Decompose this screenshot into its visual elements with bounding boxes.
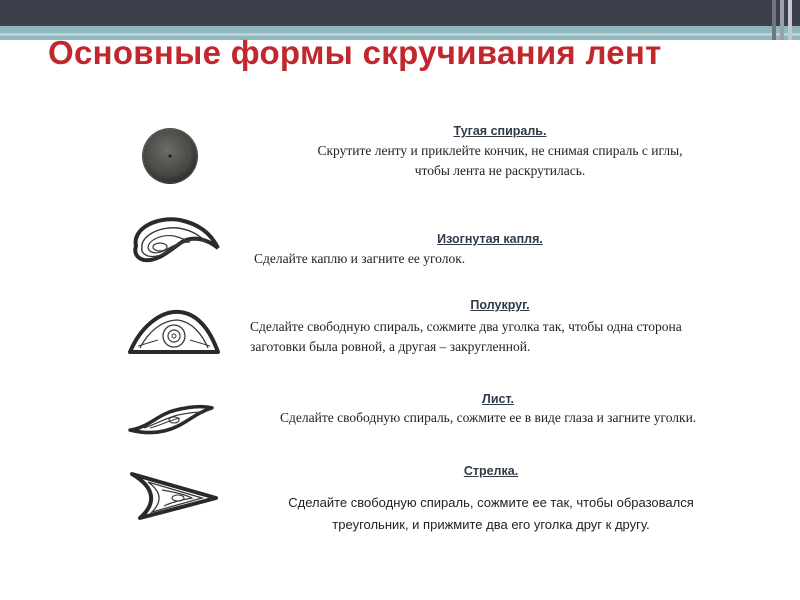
- shape-description-block: [270, 392, 750, 428]
- shape-description-block: [256, 464, 726, 536]
- arrow-icon: [118, 462, 228, 528]
- shape-heading: Тугая спираль.: [453, 124, 547, 138]
- shape-description-line: Сделайте каплю и загните ее уголок.: [254, 251, 466, 266]
- semicircle-icon: [118, 300, 228, 372]
- shape-heading: Стрелка.: [463, 464, 519, 478]
- tight-spiral-icon: [118, 118, 228, 198]
- header-dark-bar: [0, 0, 800, 26]
- semicircle-image: [118, 300, 228, 372]
- shape-heading: Полукруг.: [470, 298, 530, 312]
- curved-drop-icon: [118, 208, 228, 278]
- shape-description-block: [250, 124, 750, 181]
- shape-description-line: Скрутите ленту и приклейте кончик, не снимая спираль с иглы,: [317, 143, 683, 158]
- shape-description-line: Сделайте свободную спираль, сожмите ее в виде глаза и загните уголки.: [280, 410, 697, 425]
- shape-description-line: заготовки была ровной, а другая – закругленной.: [250, 339, 531, 354]
- header-accent-strip: [772, 0, 776, 40]
- shape-description-block: [250, 298, 750, 357]
- slide-title: Основные формы скручивания лент: [48, 34, 662, 71]
- shape-description-line: чтобы лента не раскрутилась.: [414, 163, 586, 178]
- header-accent-strip: [788, 0, 792, 40]
- shape-description-line: треугольник, и прижмите два его уголка друг к другу.: [332, 517, 650, 532]
- leaf-image: [118, 392, 228, 448]
- leaf-icon: [118, 392, 228, 448]
- shape-description-line: Сделайте свободную спираль, сожмите два уголка так, чтобы одна сторона: [250, 319, 682, 334]
- arrow-image: [118, 462, 228, 528]
- shape-description-line: Сделайте свободную спираль, сожмите ее так, чтобы образовался: [288, 495, 694, 510]
- header-accent-strip: [780, 0, 784, 40]
- shape-heading: Лист.: [482, 392, 514, 406]
- tight-spiral-image: [118, 118, 228, 198]
- shape-description-block: [250, 232, 750, 269]
- curved-drop-image: [118, 208, 228, 278]
- shape-heading: Изогнутая капля.: [437, 232, 543, 246]
